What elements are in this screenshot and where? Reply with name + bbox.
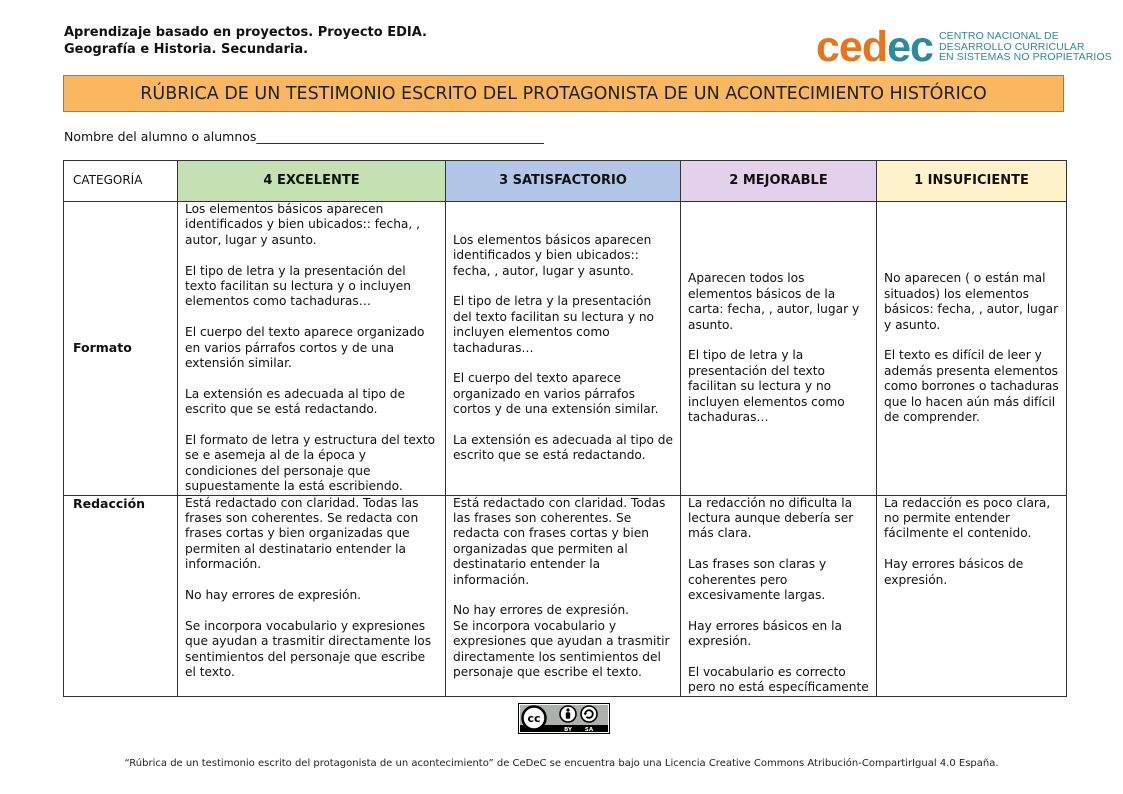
category-label: Formato [73, 340, 132, 356]
descriptor-paragraph: El vocabulario es correcto pero no está específicamente [688, 665, 869, 695]
license-footer: “Rúbrica de un testimonio escrito del protagonista de un acontecimiento” de CeDeC se encuentra bajo una Licencia Creative Commons Atribución-CompartirIgual 4.0 España. [124, 758, 999, 769]
cedec-logo-word [816, 23, 933, 71]
descriptor-paragraph: No hay errores de expresión. [185, 588, 362, 603]
descriptor-paragraph: Se incorpora vocabulario y expresiones que ayudan a trasmitir directamente los sentimientos del personaje que escribe el texto. [185, 618, 432, 680]
descriptor-paragraph: La redacción no dificulta la lectura aunque debería ser más clara. [688, 495, 854, 541]
descriptor-paragraph: El cuerpo del texto aparece organizado en varios párrafos cortos y de una extensión similar. [185, 325, 425, 371]
descriptor-paragraph: No aparecen ( o están mal situados) los elementos básicos: fecha, , autor, lugar y asunto. [884, 271, 1059, 332]
descriptor-paragraph: No hay errores de expresión. Se incorpora vocabulario y expresiones que ayudan a trasmitir directamente los sentimientos del personaje que escribe el texto. [453, 603, 670, 680]
descriptor-paragraph: El tipo de letra y la presentación del texto facilitan su lectura y no incluyen elementos como tachaduras… [688, 348, 845, 424]
category-label: Redacción [73, 495, 146, 511]
row-label-formato [64, 202, 178, 496]
cc-by-sa-license-badge [518, 703, 610, 734]
header-excelente: 4 EXCELENTE [178, 161, 446, 202]
descriptor-paragraph: Aparecen todos los elementos básicos de la carta: fecha, , autor, lugar y asunto. [688, 271, 860, 332]
cell-redaccion-excelente [178, 495, 446, 696]
descriptor-paragraph: El texto es difícil de leer y además presenta elementos como borrones o tachaduras que lo hacen aún más difícil de comprender. [884, 348, 1059, 424]
rubric-title: RÚBRICA DE UN TESTIMONIO ESCRITO DEL PROTAGONISTA DE UN ACONTECIMIENTO HISTÓRICO [140, 83, 987, 104]
descriptor-paragraph: Los elementos básicos aparecen identificados y bien ubicados:: fecha, , autor, lugar y asunto. [453, 232, 652, 278]
share-alike-icon [581, 706, 597, 722]
header-line-1: Aprendizaje basado en proyectos. Proyecto EDIA. [64, 25, 427, 40]
cell-formato-excelente [178, 202, 446, 496]
logo-word-orange: ced [816, 23, 888, 71]
descriptor-paragraph: El tipo de letra y la presentación del texto facilitan su lectura y no incluyen elementos como tachaduras… [453, 294, 654, 355]
descriptor-paragraph: Hay errores básicos en la expresión. [688, 618, 842, 649]
header-line-2: Geografía e Historia. Secundaria. [64, 42, 309, 57]
rubric-header-row [64, 161, 1067, 202]
descriptor-paragraph: Está redactado con claridad. Todas las frases son coherentes. Se redacta con frases cortas y bien organizadas que permiten al destinatario entender la información. [453, 495, 666, 587]
header-satisfactorio: 3 SATISFACTORIO [446, 161, 681, 202]
descriptor-paragraph: Los elementos básicos aparecen identificados y bien ubicados:: fecha, , autor, lugar y asunto. [185, 202, 421, 247]
logo-word-teal: ec [887, 23, 933, 71]
student-name-line: Nombre del alumno o alumnos______________________________________________ [64, 129, 544, 144]
logo-sub-line-3: EN SISTEMAS NO PROPIETARIOS [938, 51, 1112, 64]
cedec-logo [816, 23, 1112, 71]
descriptor-paragraph: Está redactado con claridad. Todas las frases son coherentes. Se redacta con frases cortas y bien organizadas que permiten al destinatario entender la información. [185, 495, 419, 572]
cell-redaccion-satisfactorio [446, 495, 681, 696]
descriptor-paragraph: La redacción es poco clara, no permite entender fácilmente el contenido. [884, 495, 1051, 541]
sa-label: SA [584, 727, 594, 733]
descriptor-paragraph: El cuerpo del texto aparece organizado en varios párrafos cortos y de una extensión similar. [453, 371, 659, 417]
descriptor-paragraph: La extensión es adecuada al tipo de escrito que se está redactando. [453, 433, 674, 463]
cell-redaccion-insuficiente [877, 495, 1067, 696]
logo-sub-line-2: DESARROLLO CURRICULAR [938, 40, 1085, 53]
rubric-table [63, 160, 1067, 697]
header-insuficiente: 1 INSUFICIENTE [877, 161, 1067, 202]
cedec-logo-subtitle [939, 31, 1112, 63]
cell-formato-mejorable [681, 202, 877, 496]
row-label-redaccion [64, 495, 178, 696]
cell-redaccion-mejorable [681, 495, 877, 696]
rubric-row-formato [64, 202, 1067, 496]
cell-formato-insuficiente [877, 202, 1067, 496]
descriptor-paragraph: Las frases son claras y coherentes pero excesivamente largas. [688, 557, 827, 603]
cc-icon [523, 707, 546, 730]
descriptor-paragraph: El formato de letra y estructura del texto se e asemeja al de la época y condiciones del personaje que supuestamente la está escribiendo. [185, 433, 436, 494]
cc-text: cc [527, 712, 541, 725]
logo-sub-line-1: CENTRO NACIONAL DE [938, 30, 1059, 43]
descriptor-paragraph: La extensión es adecuada al tipo de escrito que se está redactando. [185, 386, 406, 417]
header-mejorable: 2 MEJORABLE [681, 161, 877, 202]
attribution-icon [560, 706, 576, 722]
by-label: BY [564, 727, 572, 733]
descriptor-paragraph: Hay errores básicos de expresión. [884, 557, 1024, 587]
header-categoria: CATEGORÍA [64, 161, 178, 202]
descriptor-paragraph: El tipo de letra y la presentación del texto facilitan su lectura y o incluyen elementos como tachaduras… [185, 263, 412, 309]
rubric-title-banner [63, 75, 1064, 112]
cell-formato-satisfactorio [446, 202, 681, 496]
rubric-row-redaccion [64, 495, 1067, 696]
document-header [64, 24, 427, 58]
